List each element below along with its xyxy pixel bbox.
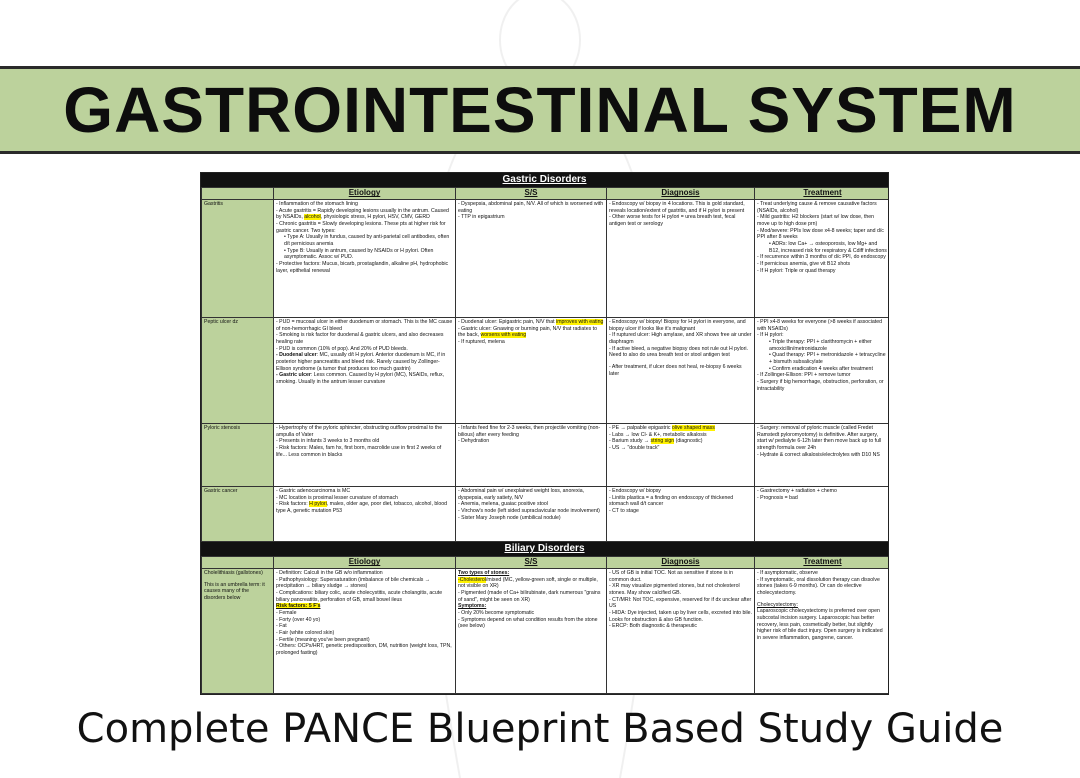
text-line: - TTP in epigastrium <box>458 214 505 221</box>
text-line: - Smoking is risk factor for duodenal & gastric ulcers, and also decreases healing rate <box>276 332 444 345</box>
footer-subtitle: Complete PANCE Blueprint Based Study Guide <box>76 706 1004 752</box>
diagnosis-cell <box>607 318 755 424</box>
ss-cell <box>456 424 607 487</box>
gastric-table <box>201 187 889 542</box>
text-line: Symptoms: <box>458 603 487 610</box>
text-line: - Only 20% become symptomatic <box>458 609 535 616</box>
highlight-risk-factors: Risk factors: 5 F's <box>276 603 321 610</box>
disease-name <box>202 569 274 694</box>
ss-cell <box>456 487 607 542</box>
text-line: - Gastric adenocarcinoma is MC <box>276 488 351 494</box>
text-line: - US → "double track" <box>609 444 660 451</box>
text-line: -Cholesterol/mixed (MC, yellow-green soft, single or multiple, not visible on XR) <box>458 576 598 590</box>
text-line: - Definition: Calculi in the GB w/o inflammation <box>276 570 383 576</box>
text-line: • ADRs: low Ca+ → osteoporosis, low Mg+ and B12, increased risk for respiratory & Cdiff infections <box>769 240 887 254</box>
text-line: - CT to stage <box>609 507 639 514</box>
highlight-worsens: worsens with eating <box>480 332 527 339</box>
etiology-cell <box>274 569 456 694</box>
header-treatment: Treatment <box>755 557 890 569</box>
etiology-cell <box>274 318 456 424</box>
treatment-cell <box>755 424 890 487</box>
text-line: - If H pylori: Triple or quad therapy <box>757 267 836 274</box>
text-line: - Presents in infants 3 weeks to 3 months old <box>276 438 380 445</box>
biliary-section-title: Biliary Disorders <box>201 542 888 556</box>
text-line: - ERCP: Both diagnostic & therapeutic <box>609 623 697 630</box>
text-line: - Infants feed fine for 2-3 weeks, then projectile vomiting (non-bilious) after every feeding <box>458 425 601 438</box>
text-line: - Gastrectomy + radiation + chemo <box>757 488 837 494</box>
text-line: - Dehydration <box>458 438 490 445</box>
text-line: - PE → palpable epigastric olive shaped mass <box>609 425 715 431</box>
study-sheet <box>200 172 889 695</box>
text-line: - If Zollinger-Ellison: PPI + remove tumor <box>757 372 851 379</box>
text-line: - Duodenal ulcer: Epigastric pain, N/V that improves with eating <box>458 319 604 325</box>
text-line: - Chronic gastritis = Slowly developing lesions. These pts at higher risk for gastric cancer. Two types: <box>276 220 446 234</box>
header-ss: S/S <box>456 188 607 200</box>
header-blank <box>202 188 274 200</box>
disease-name: Gastritis <box>202 200 274 318</box>
text-line: - Abdominal pain w/ unexplained weight loss, anorexia, dyspepsia, early satiety, N/V <box>458 488 585 501</box>
text-line: - MC location is proximal lesser curvature of stomach <box>276 494 398 501</box>
header-diagnosis: Diagnosis <box>607 557 755 569</box>
text-line: - Surgery if big hemorrhage, obstruction, perforation, or intractability <box>757 378 884 392</box>
text-line: - CT/MRI: Not TOC, expensive, reserved for if dx unclear after US <box>609 596 752 610</box>
diagnosis-cell <box>607 424 755 487</box>
highlight-improves: improves with eating <box>556 319 604 325</box>
header-treatment: Treatment <box>755 188 890 200</box>
text-line: - After treatment, if ulcer does not heal, re-biopsy 6 weeks later <box>609 363 742 377</box>
text-line: • Type A: Usually in fundus, caused by anti-parietal cell antibodies, often d/t pernicious anemia <box>284 234 450 247</box>
text-line: This is an umbrella term: it causes many of the disorders below <box>204 581 265 601</box>
text-line: - Protective factors: Mucus, bicarb, prostaglandin, alkaline pH, hydrophobic layer, epithelial renewal <box>276 260 449 274</box>
ss-cell <box>456 200 607 318</box>
text-line: Cholelithiasis (gallstones) <box>204 570 263 576</box>
text-line: - Prognosis = bad <box>757 494 798 501</box>
text-line: - Fertile (meaning you've been pregnant) <box>276 636 370 643</box>
header-diagnosis: Diagnosis <box>607 188 755 200</box>
table-row-pyloric <box>202 424 890 487</box>
text-line: - If recurrence within 3 months of d/c PPI, do endoscopy <box>757 254 886 261</box>
text-line: - Pigmented (made of Ca+ bilirubinate, dark numerous "grains of sand", might be seen on XR) <box>458 589 601 603</box>
title-band <box>0 66 1080 154</box>
text-line: - Virchow's node (left sided supraclavicular node involvement) <box>458 507 600 514</box>
text-line: • Type B: Usually in antrum, caused by NSAIDs or H pylori. Often asymptomatic. Assoc w/ PUD. <box>284 247 434 261</box>
disease-name: Gastric cancer <box>202 487 274 542</box>
page-title: GASTROINTESTINAL SYSTEM <box>63 74 1017 146</box>
etiology-cell <box>274 424 456 487</box>
text-line: - If ruptured, melena <box>458 338 505 345</box>
treatment-cell <box>755 487 890 542</box>
text-line: - If ruptured ulcer: High amylase, and XR shows free air under diaphragm <box>609 332 752 345</box>
text-line <box>276 603 453 610</box>
text-line: - PUD = mucosal ulcer in either duodenum or stomach. This is the MC cause of non-hemorrhagic GI bleed <box>276 319 453 332</box>
text-line: - Labs → low Cl- & K+, metabolic alkalosis <box>609 431 707 438</box>
text-line: - Others: OCPs/HRT, genetic predisposition, DM, nutrition (weight loss, TPN, prolonged fasting) <box>276 643 452 656</box>
text-line: - If asymptomatic, observe <box>757 570 818 576</box>
text-line: - Barium study → string sign (diagnostic) <box>609 438 703 445</box>
etiology-cell <box>274 487 456 542</box>
gastric-section-title: Gastric Disorders <box>201 173 888 187</box>
header-etiology: Etiology <box>274 188 456 200</box>
highlight-alcohol: alcohol <box>304 214 321 221</box>
treatment-cell <box>755 318 890 424</box>
ss-cell <box>456 569 607 694</box>
text-line: - Surgery: removal of pyloric muscle (called Fredet Ramstedt pyloromyotomy) is definitive. After surgery, start w/ pedialyte 6-12h later then move back up to full strength formula over 24h <box>757 425 882 451</box>
table-row-gastritis <box>202 200 890 318</box>
table-row-gastric-cancer <box>202 487 890 542</box>
header-etiology: Etiology <box>274 557 456 569</box>
text-line: - If pernicious anemia, give vit B12 shots <box>757 260 851 267</box>
text-line: - Female <box>276 609 297 616</box>
text-line: - PPI x4-8 weeks for everyone (>8 weeks if associated with NSAIDs) <box>757 319 882 332</box>
text-line: - Inflammation of the stomach lining <box>276 201 358 207</box>
text-line: - PUD is common (10% of pop). And 20% of PUD bleeds. <box>276 345 408 352</box>
text-line: - Mild gastritis: H2 blockers (start w/ low dose, then move up to high dose prn) <box>757 214 875 227</box>
text-line: - Endoscopy w/ biopsy in 4 locations. This is gold standard, reveals location/extent of gastritis, and if H pylori is present <box>609 201 745 214</box>
text-line: - If H pylori: <box>757 332 784 339</box>
text-line: - Symptoms depend on what condition results from the stone (see below) <box>458 616 598 630</box>
text-line: • Confirm eradication 4 weeks after treatment <box>769 365 873 372</box>
text-line: - Complications: biliary colic, acute cholecystitis, acute cholangitis, acute biliary pancreatitis, perforation of GB, small bowel ileus <box>276 589 443 603</box>
text-line: - If active bleed, a negative biopsy does not rule out H pylori. Need to also do urea breath test or stool antigen test <box>609 345 748 359</box>
text-line: - Mod/severe: PPIs low dose x4-8 weeks; taper and d/c PPI after 8 weeks <box>757 227 884 241</box>
text-line: - US of GB is initial TOC. Not as sensitive if stone is in common duct. <box>609 570 734 583</box>
text-line: - HIDA: Dye injected, taken up by liver cells, excreted into bile. Looks for obstruction & also GB function. <box>609 609 753 623</box>
etiology-cell <box>274 200 456 318</box>
gastric-header-row <box>202 188 890 200</box>
text-line: - Fat <box>276 623 287 630</box>
diagnosis-cell <box>607 569 755 694</box>
diagnosis-cell <box>607 487 755 542</box>
text-line: • Triple therapy: PPI + clarithromycin + either amoxicillin/metronidazole <box>769 338 872 352</box>
text-line: - Acute gastritis = Rapidly developing lesions usually in the antrum. Caused by NSAIDs, alcohol, physiologic stress, H pylori, HSV, CMV, GERD <box>276 207 449 221</box>
disease-name: Pyloric stenosis <box>202 424 274 487</box>
text-line: - Linitis plastica = a finding on endoscopy of thickened stomach wall d/t cancer <box>609 494 734 508</box>
diagnosis-cell <box>607 200 755 318</box>
text-line: - Risk factors: H pylori, males, older age, poor diet, tobacco, alcohol, blood type A, genetic mutation P53 <box>276 501 448 514</box>
header-blank <box>202 557 274 569</box>
text-line: Laparoscopic cholecystectomy is preferred over open subcostal incision surgery. Laparoscopic has better recovery, less pain, cosmetically better, but slightly higher risk of bile duct injury. Open surgery is indicated in severe inflammation, gangrene, cancer. <box>757 608 883 641</box>
text-line: - Hydrate & correct alkalosis/electrolytes with D10 NS <box>757 451 880 458</box>
text-line: - Endoscopy w/ biopsy! Biopsy for H pylori in everyone, and biopsy ulcer if looks like it's malignant <box>609 319 746 332</box>
text-line: - Treat underlying cause & remove causative factors (NSAIDs, alcohol) <box>757 201 877 214</box>
text-line: - Other worse tests for H pylori = urea breath test, fecal antigen test or serology <box>609 214 736 227</box>
highlight-cholesterol: -Cholesterol <box>458 576 486 583</box>
text-line: Cholecystectomy: <box>757 601 798 608</box>
text-line: - Sister Mary Joseph node (umbilical nodule) <box>458 514 561 521</box>
header-ss: S/S <box>456 557 607 569</box>
text-line: - Anemia, melena, guaiac positive stool <box>458 501 548 508</box>
highlight-olive: olive shaped mass <box>671 425 715 431</box>
biliary-header-row <box>202 557 890 569</box>
table-row-pud <box>202 318 890 424</box>
text-line: - Fair (white colored skin) <box>276 629 335 636</box>
ss-cell <box>456 318 607 424</box>
text-line: - Duodenal ulcer: MC, usually d/t H pylori. Anterior duodenum is MC, if in posterior higher pancreatitis and bleed risk. Rarely caused by Zollinger-Ellison syndrome (a tumor that produces too much gastrin) <box>276 352 446 372</box>
highlight-string-sign: string sign <box>650 438 675 445</box>
treatment-cell <box>755 569 890 694</box>
text-line: • Quad therapy: PPI + metronidazole + tetracycline + bismuth subsalicylate <box>769 352 886 365</box>
text-line: - Pathophysiology: Supersaturation (imbalance of bile chemicals → precipitation → biliary sludge → stones) <box>276 576 430 590</box>
text-line: - If symptomatic, oral dissolution therapy can dissolve stones (takes 6-9 months). Or can do elective cholecystectomy. <box>757 576 880 596</box>
treatment-cell <box>755 200 890 318</box>
text-line: - Gastric ulcer: Gnawing or burning pain, N/V that radiates to the back, worsens with eating <box>458 325 597 339</box>
text-line: - XR may visualize pigmented stones, but not cholesterol stones. May show calcified GB. <box>609 583 740 596</box>
text-line: - Forty (over 40 yo) <box>276 616 321 623</box>
highlight-h-pylori: H pylori <box>309 501 327 508</box>
disease-name: Peptic ulcer dz <box>202 318 274 424</box>
text-line: Two types of stones: <box>458 570 510 576</box>
text-line: - Gastric ulcer: Less common. Caused by H pylori (MC), NSAIDs, reflux, smoking. Usually in the antrum lesser curvature <box>276 372 445 385</box>
table-row-cholelithiasis <box>202 569 890 694</box>
text-line: - Risk factors: Males, fam hx, first born, macrolide use in first 2 weeks of life... Less common in blacks <box>276 444 442 458</box>
text-line: - Hypertrophy of the pyloric sphincter, obstructing outflow proximal to the ampulla of Vater <box>276 425 443 438</box>
biliary-table <box>201 556 889 694</box>
text-line: - Dyspepsia, abdominal pain, N/V. All of which is worsened with eating <box>458 201 604 214</box>
text-line: - Endoscopy w/ biopsy <box>609 488 661 494</box>
